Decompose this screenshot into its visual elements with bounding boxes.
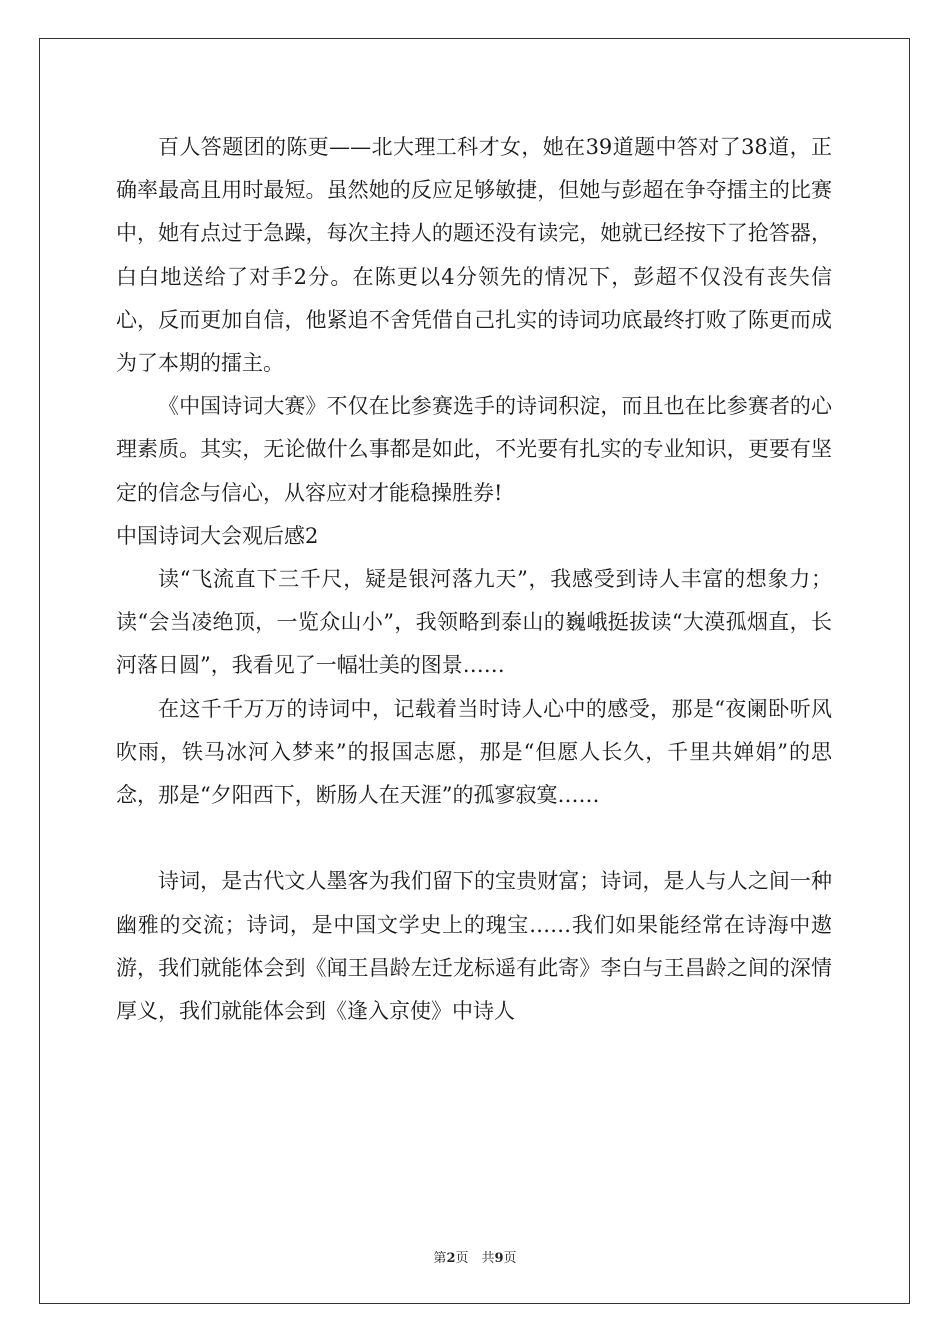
- paragraph-2: 《中国诗词大赛》不仅在比参赛选手的诗词积淀，而且也在比参赛者的心理素质。其实，无论做什么事都是如此，不光要有扎实的专业知识，更要有坚定的信念与信心，从容应对才能稳操胜券!: [116, 394, 832, 505]
- total-page-number: 9: [494, 1251, 504, 1266]
- paragraph-4: 在这千千万万的诗词中，记载着当时诗人心中的感受，那是“夜阑卧听风吹雨，铁马冰河入梦来”的报国志愿，那是“但愿人长久，千里共婵娟”的思念，那是“夕阳西下，断肠人在天涯”的孤寥寂寞……: [116, 696, 832, 808]
- current-page-number: 2: [446, 1251, 456, 1266]
- page-prefix: 第: [433, 1251, 447, 1266]
- section-heading: 中国诗词大会观后感2: [116, 523, 319, 548]
- paragraph-1: 百人答题团的陈更——北大理工科才女，她在39道题中答对了38道，正确率最高且用时最短。虽然她的反应足够敏捷，但她与彭超在争夺擂主的比赛中，她有点过于急躁，每次主持人的题还没有读完，她就已经按下了抢答器，白白地送给了对手2分。在陈更以4分领先的情况下，彭超不仅没有丧失信心，反而更加自信，他紧追不舍凭借自己扎实的诗词功底最终打败了陈更而成为了本期的擂主。: [116, 135, 832, 376]
- page-suffix: 页: [503, 1251, 517, 1266]
- paragraph-5: 诗词，是古代文人墨客为我们留下的宝贵财富；诗词，是人与人之间一种幽雅的交流；诗词，是中国文学史上的瑰宝……我们如果能经常在诗海中遨游，我们就能体会到《闻王昌龄左迁龙标遥有此寄》李白与王昌龄之间的深情厚义，我们就能体会到《逢入京使》中诗人: [116, 869, 832, 1024]
- page-footer: [0, 1247, 950, 1266]
- paragraph-3: 读“飞流直下三千尺，疑是银河落九天”，我感受到诗人丰富的想象力；读“会当凌绝顶，一览众山小”，我领略到泰山的巍峨挺拔读“大漠孤烟直，长河落日圆”，我看见了一幅壮美的图景……: [116, 567, 832, 678]
- paragraph-spacer: [116, 817, 832, 860]
- page-mid: 页 共: [455, 1251, 495, 1266]
- document-body: [116, 126, 832, 1033]
